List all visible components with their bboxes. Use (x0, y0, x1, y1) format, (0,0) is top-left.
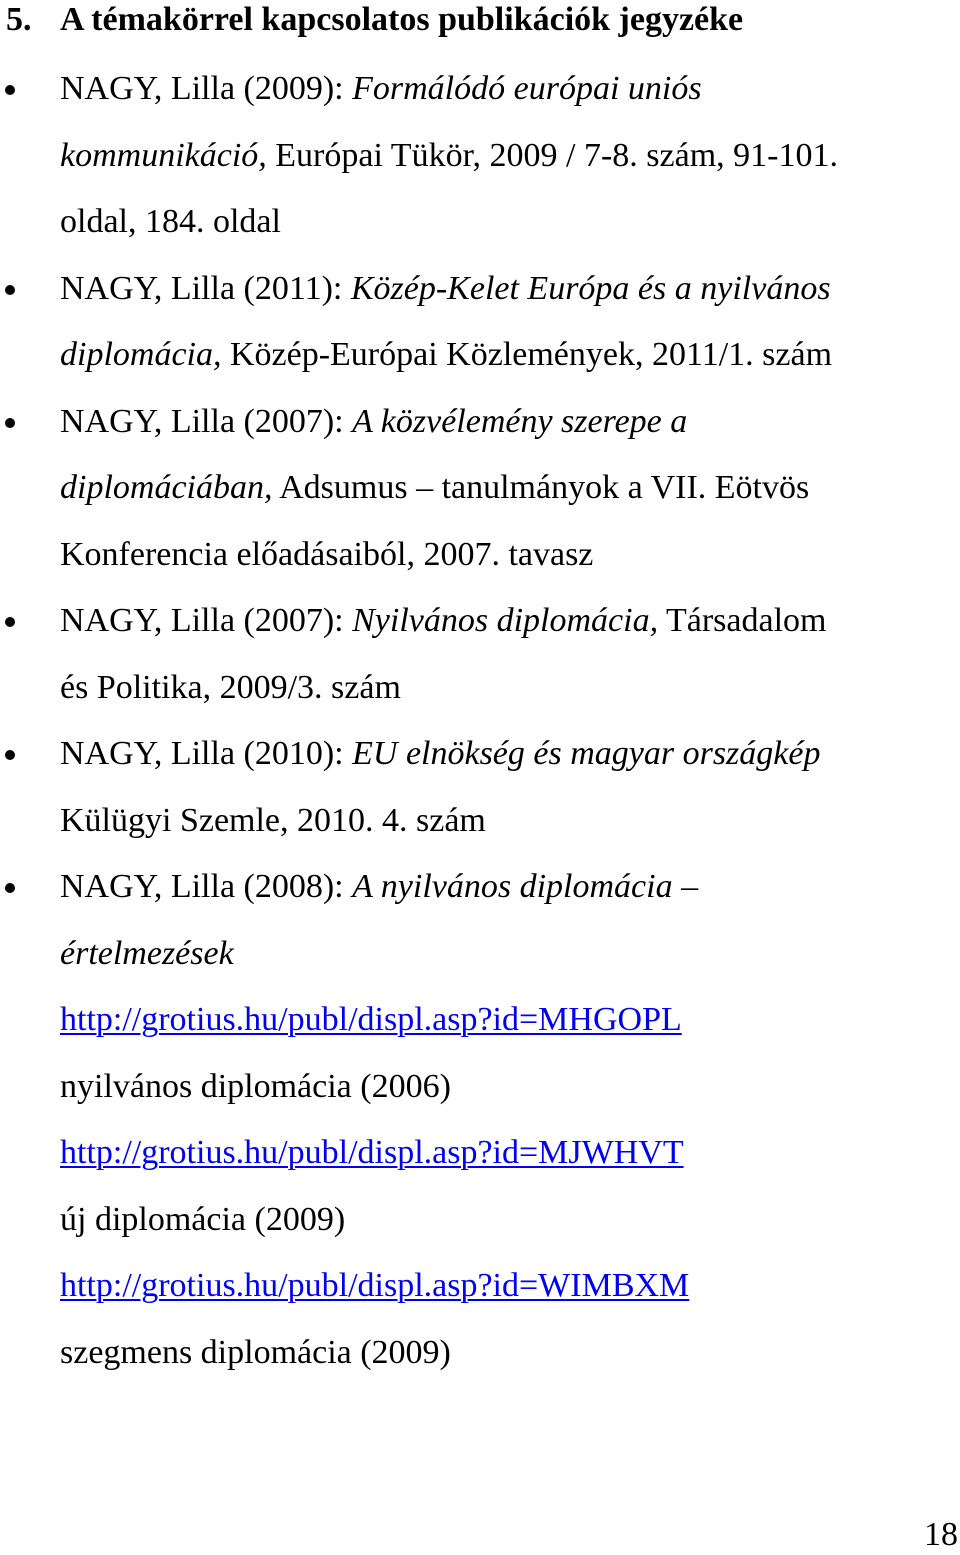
publication-item-3 (0, 389, 960, 589)
publication-source: Adsumus – tanulmányok a VII. Eötvös (272, 469, 810, 506)
grotius-link-mjwhvt[interactable]: http://grotius.hu/publ/displ.asp?id=MJWHVT (60, 1134, 684, 1171)
publication-item-2 (0, 256, 960, 389)
publication-title: Nyilvános diplomácia, (352, 602, 659, 639)
author-year: NAGY, Lilla (2007): (60, 602, 353, 639)
link-line (60, 987, 940, 1054)
link-line (60, 1253, 940, 1320)
bullet-icon (5, 750, 15, 760)
link-description: nyilvános diplomácia (2006) (60, 1067, 451, 1105)
publication-line (60, 455, 940, 522)
grotius-link-wimbxm[interactable]: http://grotius.hu/publ/displ.asp?id=WIMBXM (60, 1267, 690, 1304)
page-number: 18 (924, 1516, 958, 1553)
publication-source: Európai Tükör, 2009 / 7-8. szám, 91-101. (266, 136, 838, 174)
publication-title: EU elnökség és magyar országkép (352, 735, 821, 772)
publication-title: Formálódó európai uniós (352, 70, 702, 107)
bullet-icon (5, 883, 15, 893)
section-title: A témakörrel kapcsolatos publikációk jegyzéke (60, 1, 744, 38)
grotius-link-mhgopl[interactable]: http://grotius.hu/publ/displ.asp?id=MHGOPL (60, 1001, 682, 1038)
publication-line (60, 123, 940, 190)
publication-source: Társadalom (658, 602, 827, 639)
publication-line (60, 588, 940, 655)
publication-line (60, 854, 940, 921)
link-description: szegmens diplomácia (2009) (60, 1333, 451, 1371)
bullet-icon (5, 418, 15, 428)
publication-item-4 (0, 588, 960, 721)
author-year: NAGY, Lilla (2011): (60, 269, 351, 307)
bullet-icon (5, 285, 15, 295)
bullet-icon (5, 85, 15, 95)
author-year: NAGY, Lilla (2007): (60, 402, 353, 440)
publication-line (60, 322, 940, 389)
publication-title: kommunikáció, (60, 136, 267, 174)
bullet-icon (5, 617, 15, 627)
publication-line (60, 389, 940, 456)
publication-title: diplomácia, (60, 336, 222, 373)
author-year: NAGY, Lilla (2008): (60, 868, 353, 905)
publication-source: Közép-Európai Közlemények, 2011/1. szám (221, 336, 833, 373)
publication-title: A nyilvános diplomácia – (352, 868, 699, 905)
publication-line: és Politika, 2009/3. szám (60, 668, 401, 706)
link-line (60, 1120, 940, 1187)
publication-item-5 (0, 721, 960, 854)
publication-title: diplomáciában, (60, 469, 273, 506)
publication-line (60, 56, 940, 123)
publication-title: Közép-Kelet Európa és a nyilvános (350, 269, 831, 307)
publication-line (60, 721, 940, 788)
publication-line: értelmezések (60, 934, 234, 972)
link-description: új diplomácia (2009) (60, 1200, 346, 1238)
author-year: NAGY, Lilla (2010): (60, 735, 353, 772)
publication-line: Külügyi Szemle, 2010. 4. szám (60, 801, 486, 839)
publication-item-6 (0, 854, 960, 1386)
publication-item-1 (0, 56, 960, 256)
publication-list (0, 56, 960, 1386)
publication-line: Konferencia előadásaiból, 2007. tavasz (60, 535, 594, 573)
author-year: NAGY, Lilla (2009): (60, 70, 353, 107)
publication-line: oldal, 184. oldal (60, 203, 281, 240)
section-number: 5. (6, 1, 32, 38)
publication-line (60, 256, 940, 323)
publication-title: A közvélemény szerepe a (352, 402, 688, 440)
section-heading (6, 0, 743, 44)
